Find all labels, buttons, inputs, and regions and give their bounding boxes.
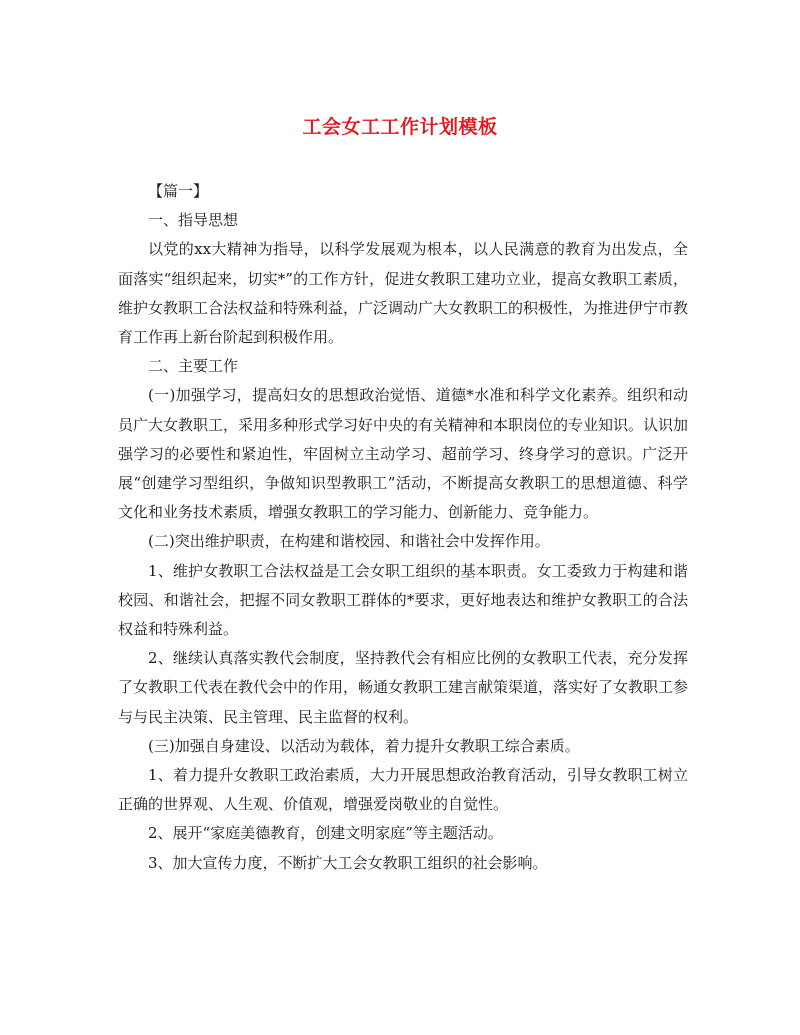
paragraph-guiding-ideology: 以党的xx大精神为指导，以科学发展观为根本，以人民满意的教育为出发点，全面落实“组织起来，切实*”的工作方针，促进女教职工建功立业，提高女教职工素质，维护女教职工合法权益和特殊利益，广泛调动广大女教职工的积极性，为推进伊宁市教育工作再上新台阶起到积极作用。 [118, 240, 689, 347]
paragraph-item-congress: 2、继续认真落实教代会制度，坚持教代会有相应比例的女教职工代表，充分发挥了女教职工代表在教代会中的作用，畅通女教职工建言献策渠道，落实好了女教职工参与与民主决策、民主管理、民主监督的权利。 [118, 649, 689, 726]
document-title: 工会女工工作计划模板 [302, 116, 498, 138]
paragraph-item-rights: 1、维护女教职工合法权益是工会女职工组织的基本职责。女工委致力于构建和谐校园、和谐社会，把握不同女教职工群体的*要求，更好地表达和维护女教职工的合法权益和特殊利益。 [118, 561, 688, 639]
paragraph-protect-duties: (二)突出维护职责，在构建和谐校园、和谐社会中发挥作用。 [148, 532, 550, 551]
section-label-part-one: 【篇一】 [148, 182, 209, 200]
heading-main-work: 二、主要工作 [148, 357, 239, 376]
paragraph-item-family-virtue: 2、展开“家庭美德教育，创建文明家庭”等主题活动。 [148, 824, 503, 843]
document-body [118, 177, 688, 878]
paragraph-item-political-quality: 1、着力提升女教职工政治素质，大力开展思想政治教育活动，引导女教职工树立正确的世界观、人生观、价值观，增强爱岗敬业的自觉性。 [118, 766, 688, 814]
paragraph-strengthen-learning: (一)加强学习，提高妇女的思想政治觉悟、道德*水准和科学文化素养。组织和动员广大女教职工，采用多种形式学习好中央的有关精神和本职岗位的专业知识。认识加强学习的必要性和紧迫性，牢固树立主动学习、超前学习、终身学习的意识。广泛开展“创建学习型组织，争做知识型教职工”活动，不断提高女教职工的思想道德、科学文化和业务技术素质，增强女教职工的学习能力、创新能力、竞争能力。 [118, 386, 689, 522]
paragraph-self-building: (三)加强自身建设、以活动为载体，着力提升女教职工综合素质。 [148, 736, 580, 755]
paragraph-item-publicity: 3、加大宣传力度，不断扩大工会女教职工组织的社会影响。 [148, 853, 548, 872]
heading-guiding-ideology: 一、指导思想 [148, 211, 239, 230]
